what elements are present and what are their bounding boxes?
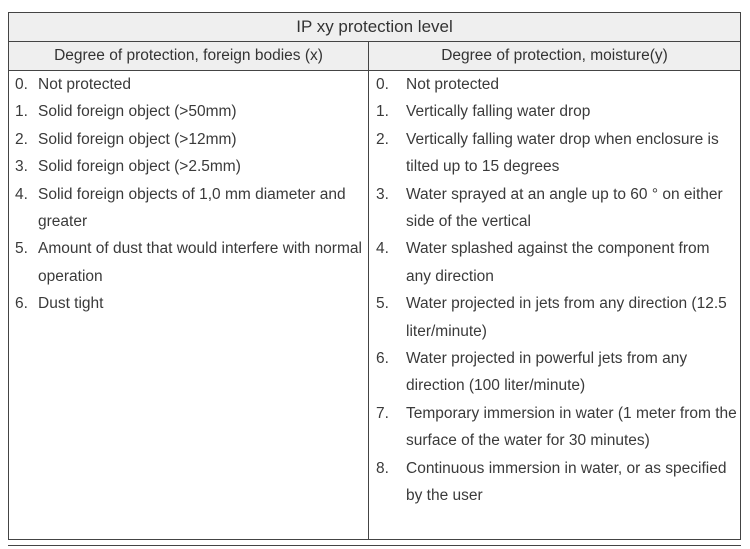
table-title: IP xy protection level (9, 13, 740, 42)
item-number: 5. (376, 295, 389, 313)
item-text: Continuous immersion in water, or as specified by the user (406, 459, 727, 505)
item-number: 0. (376, 76, 389, 93)
header-moisture: Degree of protection, moisture(y) (441, 47, 668, 64)
item-text: Not protected (406, 76, 500, 93)
item-number: 0. (15, 76, 28, 93)
list-item (376, 126, 738, 181)
list-item (376, 290, 738, 345)
item-text: Water sprayed at an angle up to 60 ° on either side of the vertical (406, 185, 723, 231)
item-number: 1. (376, 103, 389, 121)
item-text: Not protected (38, 76, 132, 93)
item-number: 6. (376, 350, 389, 368)
list-item (376, 235, 738, 290)
item-number: 2. (376, 130, 389, 148)
item-number: 6. (15, 295, 28, 313)
list-item (15, 98, 365, 125)
item-number: 4. (15, 185, 28, 203)
item-text: Temporary immersion in water (1 meter from the surface of the water for 30 minutes) (406, 404, 737, 450)
item-number: 7. (376, 404, 389, 422)
list-item (376, 455, 738, 510)
item-number: 2. (15, 130, 28, 148)
item-number: 1. (15, 103, 28, 121)
item-text: Dust tight (38, 295, 104, 313)
item-number: 8. (376, 459, 389, 477)
column-divider (368, 42, 369, 539)
item-number: 3. (376, 185, 389, 203)
list-item (15, 235, 365, 290)
header-foreign-bodies: Degree of protection, foreign bodies (x) (54, 47, 323, 64)
item-text: Water splashed against the component from any direction (406, 240, 710, 285)
moisture-column (376, 71, 738, 510)
list-item (15, 71, 365, 98)
item-text: Solid foreign object (>2.5mm) (38, 158, 241, 176)
list-item (15, 153, 365, 180)
list-item (15, 126, 365, 153)
list-item (376, 71, 738, 98)
list-item (15, 181, 365, 236)
item-text: Solid foreign object (>50mm) (38, 103, 237, 121)
item-text: Vertically falling water drop (406, 103, 591, 121)
foreign-bodies-column (15, 71, 365, 318)
list-item (376, 98, 738, 125)
item-text: Amount of dust that would interfere with normal operation (38, 240, 362, 285)
list-item (15, 290, 365, 317)
foreign-bodies-list (15, 71, 365, 318)
table-header-row (9, 42, 740, 71)
list-item (376, 345, 738, 400)
item-text: Water projected in jets from any direction (12.5 liter/minute) (406, 295, 727, 340)
item-number: 5. (15, 240, 28, 258)
item-number: 3. (15, 158, 28, 176)
list-item (376, 400, 738, 455)
list-item (376, 181, 738, 236)
moisture-list (376, 71, 738, 510)
item-text: Vertically falling water drop when enclosure is tilted up to 15 degrees (406, 130, 719, 176)
item-number: 4. (376, 240, 389, 258)
item-text: Water projected in powerful jets from any direction (100 liter/minute) (406, 350, 688, 395)
item-text: Solid foreign objects of 1,0 mm diameter and greater (38, 185, 346, 231)
protection-table (8, 12, 741, 540)
item-text: Solid foreign object (>12mm) (38, 130, 237, 148)
bottom-rule (8, 545, 741, 546)
